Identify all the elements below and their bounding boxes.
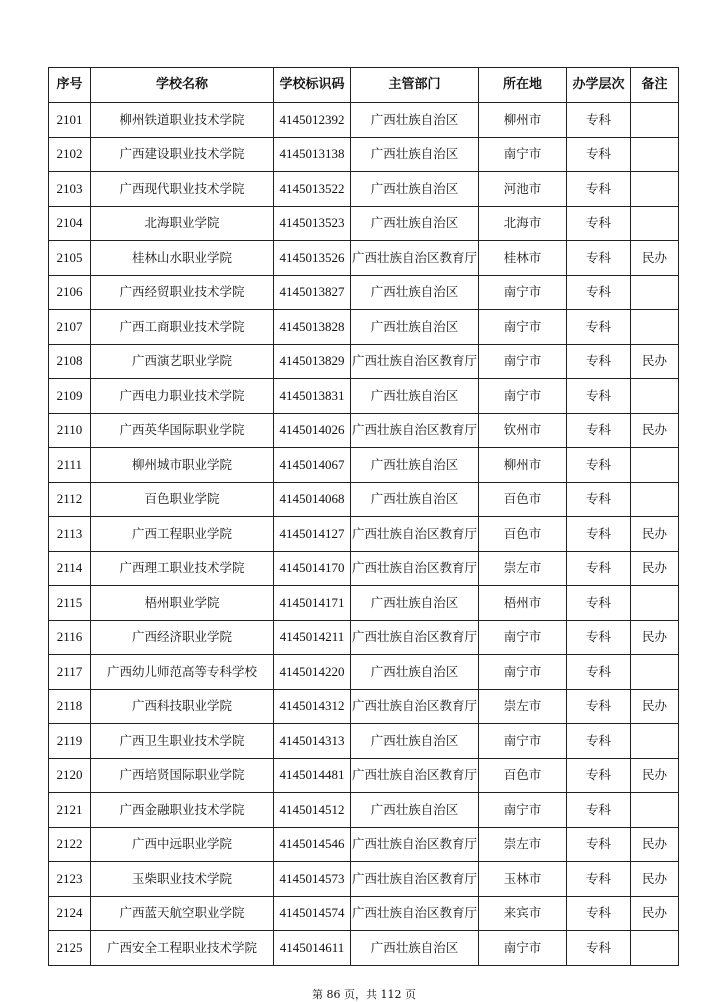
department-cell: 广西壮族自治区教育厅: [351, 517, 479, 552]
department-cell: 广西壮族自治区教育厅: [351, 344, 479, 379]
location-cell: 来宾市: [479, 896, 567, 931]
level-cell: 专科: [567, 896, 631, 931]
header-department: 主管部门: [351, 68, 479, 103]
serial-cell: 2120: [49, 758, 91, 793]
location-cell: 玉林市: [479, 862, 567, 897]
school-code-cell: 4145013828: [274, 310, 351, 345]
level-cell: 专科: [567, 103, 631, 138]
serial-cell: 2106: [49, 275, 91, 310]
remark-cell: 民办: [631, 344, 679, 379]
serial-cell: 2113: [49, 517, 91, 552]
table-row: [49, 137, 679, 172]
school-name-cell: 梧州职业学院: [91, 586, 274, 621]
school-name-cell: 广西演艺职业学院: [91, 344, 274, 379]
location-cell: 南宁市: [479, 310, 567, 345]
school-code-cell: 4145014611: [274, 931, 351, 966]
table-row: [49, 793, 679, 828]
location-cell: 河池市: [479, 172, 567, 207]
remark-cell: [631, 724, 679, 759]
location-cell: 梧州市: [479, 586, 567, 621]
table-row: [49, 379, 679, 414]
remark-cell: 民办: [631, 827, 679, 862]
department-cell: 广西壮族自治区: [351, 482, 479, 517]
school-name-cell: 广西幼儿师范高等专科学校: [91, 655, 274, 690]
level-cell: 专科: [567, 689, 631, 724]
table-row: [49, 413, 679, 448]
school-code-cell: 4145014512: [274, 793, 351, 828]
serial-cell: 2125: [49, 931, 91, 966]
school-name-cell: 广西中远职业学院: [91, 827, 274, 862]
location-cell: 北海市: [479, 206, 567, 241]
level-cell: 专科: [567, 413, 631, 448]
remark-cell: 民办: [631, 862, 679, 897]
header-level: 办学层次: [567, 68, 631, 103]
school-name-cell: 广西电力职业技术学院: [91, 379, 274, 414]
serial-cell: 2123: [49, 862, 91, 897]
serial-cell: 2118: [49, 689, 91, 724]
location-cell: 南宁市: [479, 931, 567, 966]
location-cell: 南宁市: [479, 379, 567, 414]
department-cell: 广西壮族自治区: [351, 448, 479, 483]
table-row: [49, 655, 679, 690]
serial-cell: 2124: [49, 896, 91, 931]
school-code-cell: 4145014026: [274, 413, 351, 448]
school-code-cell: 4145014170: [274, 551, 351, 586]
remark-cell: 民办: [631, 620, 679, 655]
remark-cell: [631, 586, 679, 621]
header-serial: 序号: [49, 68, 91, 103]
serial-cell: 2119: [49, 724, 91, 759]
table-row: [49, 827, 679, 862]
department-cell: 广西壮族自治区: [351, 655, 479, 690]
school-code-cell: 4145012392: [274, 103, 351, 138]
school-code-cell: 4145014573: [274, 862, 351, 897]
remark-cell: [631, 793, 679, 828]
header-remark: 备注: [631, 68, 679, 103]
school-code-cell: 4145014127: [274, 517, 351, 552]
remark-cell: 民办: [631, 689, 679, 724]
remark-cell: [631, 482, 679, 517]
location-cell: 百色市: [479, 517, 567, 552]
department-cell: 广西壮族自治区: [351, 206, 479, 241]
school-name-cell: 广西英华国际职业学院: [91, 413, 274, 448]
department-cell: 广西壮族自治区: [351, 793, 479, 828]
department-cell: 广西壮族自治区: [351, 172, 479, 207]
location-cell: 南宁市: [479, 620, 567, 655]
location-cell: 南宁市: [479, 655, 567, 690]
header-school-name: 学校名称: [91, 68, 274, 103]
school-code-cell: 4145014211: [274, 620, 351, 655]
department-cell: 广西壮族自治区: [351, 379, 479, 414]
school-code-cell: 4145013523: [274, 206, 351, 241]
school-code-cell: 4145013827: [274, 275, 351, 310]
school-code-cell: 4145014312: [274, 689, 351, 724]
school-name-cell: 广西工程职业学院: [91, 517, 274, 552]
school-name-cell: 广西蓝天航空职业学院: [91, 896, 274, 931]
department-cell: 广西壮族自治区: [351, 724, 479, 759]
level-cell: 专科: [567, 517, 631, 552]
level-cell: 专科: [567, 827, 631, 862]
department-cell: 广西壮族自治区教育厅: [351, 413, 479, 448]
level-cell: 专科: [567, 482, 631, 517]
level-cell: 专科: [567, 586, 631, 621]
serial-cell: 2107: [49, 310, 91, 345]
school-code-cell: 4145014220: [274, 655, 351, 690]
department-cell: 广西壮族自治区教育厅: [351, 862, 479, 897]
remark-cell: [631, 275, 679, 310]
school-name-cell: 广西科技职业学院: [91, 689, 274, 724]
department-cell: 广西壮族自治区: [351, 103, 479, 138]
school-name-cell: 广西现代职业技术学院: [91, 172, 274, 207]
location-cell: 崇左市: [479, 689, 567, 724]
table-row: [49, 206, 679, 241]
school-code-cell: 4145014574: [274, 896, 351, 931]
serial-cell: 2109: [49, 379, 91, 414]
remark-cell: 民办: [631, 758, 679, 793]
level-cell: 专科: [567, 241, 631, 276]
school-name-cell: 柳州城市职业学院: [91, 448, 274, 483]
serial-cell: 2114: [49, 551, 91, 586]
department-cell: 广西壮族自治区教育厅: [351, 551, 479, 586]
remark-cell: [631, 448, 679, 483]
location-cell: 崇左市: [479, 827, 567, 862]
school-name-cell: 桂林山水职业学院: [91, 241, 274, 276]
location-cell: 南宁市: [479, 793, 567, 828]
department-cell: 广西壮族自治区教育厅: [351, 620, 479, 655]
serial-cell: 2115: [49, 586, 91, 621]
department-cell: 广西壮族自治区教育厅: [351, 758, 479, 793]
school-code-cell: 4145014313: [274, 724, 351, 759]
school-name-cell: 广西金融职业技术学院: [91, 793, 274, 828]
remark-cell: 民办: [631, 413, 679, 448]
school-code-cell: 4145013138: [274, 137, 351, 172]
table-row: [49, 275, 679, 310]
school-code-cell: 4145013522: [274, 172, 351, 207]
location-cell: 南宁市: [479, 275, 567, 310]
level-cell: 专科: [567, 172, 631, 207]
table-row: [49, 103, 679, 138]
level-cell: 专科: [567, 310, 631, 345]
table-row: [49, 724, 679, 759]
remark-cell: [631, 310, 679, 345]
level-cell: 专科: [567, 724, 631, 759]
department-cell: 广西壮族自治区: [351, 275, 479, 310]
department-cell: 广西壮族自治区教育厅: [351, 689, 479, 724]
serial-cell: 2111: [49, 448, 91, 483]
table-row: [49, 517, 679, 552]
serial-cell: 2105: [49, 241, 91, 276]
school-name-cell: 广西建设职业技术学院: [91, 137, 274, 172]
location-cell: 南宁市: [479, 137, 567, 172]
department-cell: 广西壮族自治区: [351, 931, 479, 966]
table-row: [49, 689, 679, 724]
level-cell: 专科: [567, 551, 631, 586]
serial-cell: 2110: [49, 413, 91, 448]
school-code-cell: 4145014546: [274, 827, 351, 862]
table-row: [49, 448, 679, 483]
remark-cell: 民办: [631, 551, 679, 586]
location-cell: 百色市: [479, 758, 567, 793]
school-name-cell: 玉柴职业技术学院: [91, 862, 274, 897]
location-cell: 柳州市: [479, 448, 567, 483]
school-name-cell: 柳州铁道职业技术学院: [91, 103, 274, 138]
department-cell: 广西壮族自治区: [351, 586, 479, 621]
department-cell: 广西壮族自治区教育厅: [351, 896, 479, 931]
department-cell: 广西壮族自治区教育厅: [351, 827, 479, 862]
level-cell: 专科: [567, 793, 631, 828]
school-name-cell: 广西理工职业技术学院: [91, 551, 274, 586]
remark-cell: [631, 379, 679, 414]
school-name-cell: 广西工商职业技术学院: [91, 310, 274, 345]
school-name-cell: 广西卫生职业技术学院: [91, 724, 274, 759]
table-row: [49, 172, 679, 207]
remark-cell: [631, 137, 679, 172]
school-code-cell: 4145014171: [274, 586, 351, 621]
school-name-cell: 百色职业学院: [91, 482, 274, 517]
level-cell: 专科: [567, 206, 631, 241]
school-name-cell: 广西经济职业学院: [91, 620, 274, 655]
serial-cell: 2103: [49, 172, 91, 207]
remark-cell: [631, 206, 679, 241]
table-row: [49, 758, 679, 793]
table-row: [49, 896, 679, 931]
school-name-cell: 广西培贤国际职业学院: [91, 758, 274, 793]
serial-cell: 2112: [49, 482, 91, 517]
table-row: [49, 310, 679, 345]
remark-cell: [631, 931, 679, 966]
remark-cell: 民办: [631, 896, 679, 931]
serial-cell: 2101: [49, 103, 91, 138]
table-row: [49, 241, 679, 276]
table-row: [49, 931, 679, 966]
school-code-cell: 4145013831: [274, 379, 351, 414]
level-cell: 专科: [567, 862, 631, 897]
department-cell: 广西壮族自治区教育厅: [351, 241, 479, 276]
serial-cell: 2104: [49, 206, 91, 241]
school-code-cell: 4145013526: [274, 241, 351, 276]
department-cell: 广西壮族自治区: [351, 310, 479, 345]
header-school-code: 学校标识码: [274, 68, 351, 103]
table-header-row: [49, 68, 679, 103]
location-cell: 南宁市: [479, 724, 567, 759]
remark-cell: [631, 103, 679, 138]
table-row: [49, 482, 679, 517]
remark-cell: [631, 655, 679, 690]
remark-cell: 民办: [631, 517, 679, 552]
location-cell: 崇左市: [479, 551, 567, 586]
level-cell: 专科: [567, 448, 631, 483]
location-cell: 南宁市: [479, 344, 567, 379]
school-code-cell: 4145014481: [274, 758, 351, 793]
school-code-cell: 4145014067: [274, 448, 351, 483]
table-row: [49, 862, 679, 897]
remark-cell: 民办: [631, 241, 679, 276]
department-cell: 广西壮族自治区: [351, 137, 479, 172]
serial-cell: 2102: [49, 137, 91, 172]
serial-cell: 2121: [49, 793, 91, 828]
level-cell: 专科: [567, 137, 631, 172]
location-cell: 钦州市: [479, 413, 567, 448]
school-name-cell: 北海职业学院: [91, 206, 274, 241]
school-list-table: [48, 67, 679, 966]
page-footer: 第 86 页，共 112 页: [312, 988, 416, 1001]
level-cell: 专科: [567, 379, 631, 414]
level-cell: 专科: [567, 344, 631, 379]
serial-cell: 2116: [49, 620, 91, 655]
level-cell: 专科: [567, 758, 631, 793]
level-cell: 专科: [567, 655, 631, 690]
level-cell: 专科: [567, 275, 631, 310]
location-cell: 桂林市: [479, 241, 567, 276]
school-code-cell: 4145013829: [274, 344, 351, 379]
table-row: [49, 344, 679, 379]
serial-cell: 2117: [49, 655, 91, 690]
remark-cell: [631, 172, 679, 207]
header-location: 所在地: [479, 68, 567, 103]
serial-cell: 2122: [49, 827, 91, 862]
location-cell: 柳州市: [479, 103, 567, 138]
school-name-cell: 广西经贸职业技术学院: [91, 275, 274, 310]
table-row: [49, 551, 679, 586]
table-row: [49, 586, 679, 621]
level-cell: 专科: [567, 620, 631, 655]
school-name-cell: 广西安全工程职业技术学院: [91, 931, 274, 966]
level-cell: 专科: [567, 931, 631, 966]
serial-cell: 2108: [49, 344, 91, 379]
school-code-cell: 4145014068: [274, 482, 351, 517]
table-row: [49, 620, 679, 655]
location-cell: 百色市: [479, 482, 567, 517]
